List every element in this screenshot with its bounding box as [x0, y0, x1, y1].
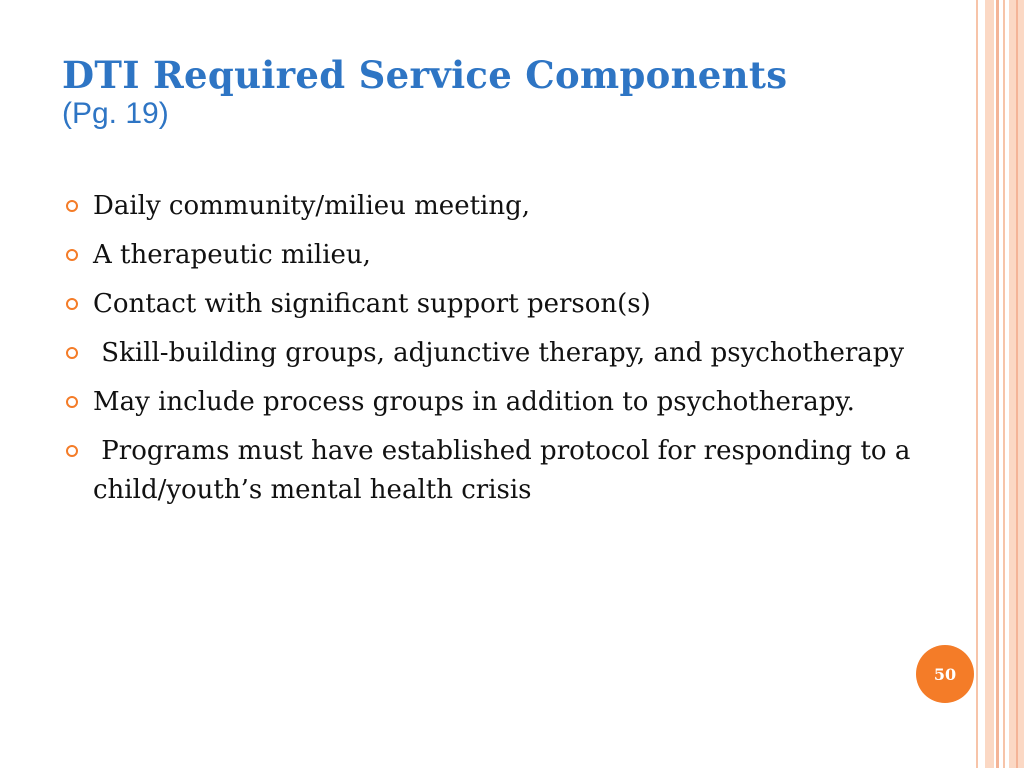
bullet-icon [66, 200, 78, 212]
decorative-stripe [985, 0, 994, 768]
bullet-item [66, 285, 946, 324]
decorative-stripe [976, 0, 978, 768]
bullet-item [66, 187, 946, 226]
bullet-icon [66, 396, 78, 408]
decorative-stripe [996, 0, 999, 768]
bullet-item [66, 236, 946, 275]
bullet-icon [66, 249, 78, 261]
bullet-text: May include process groups in addition to psychotherapy. [93, 387, 855, 417]
bullet-item [66, 383, 946, 422]
bullet-icon [66, 347, 78, 359]
bullet-item [66, 334, 946, 373]
bullet-icon [66, 298, 78, 310]
bullet-text: Contact with significant support person(s) [93, 289, 651, 319]
bullet-text: Programs must have established protocol for responding to a child/youth’s mental health crisis [93, 436, 919, 505]
title-block [62, 52, 952, 132]
page-number-badge [916, 645, 974, 703]
bullet-text: Daily community/milieu meeting, [93, 191, 530, 221]
bullet-list [66, 187, 946, 520]
decorative-stripe [1003, 0, 1005, 768]
bullet-text: A therapeutic milieu, [93, 240, 371, 270]
slide-subtitle: (Pg. 19) [62, 97, 169, 130]
bullet-text: Skill-building groups, adjunctive therapy, and psychotherapy [93, 338, 905, 368]
bullet-icon [66, 445, 78, 457]
bullet-item [66, 432, 946, 510]
decorative-stripe [1016, 0, 1018, 768]
slide-title: DTI Required Service Components [62, 53, 788, 97]
page-number: 50 [933, 664, 957, 684]
